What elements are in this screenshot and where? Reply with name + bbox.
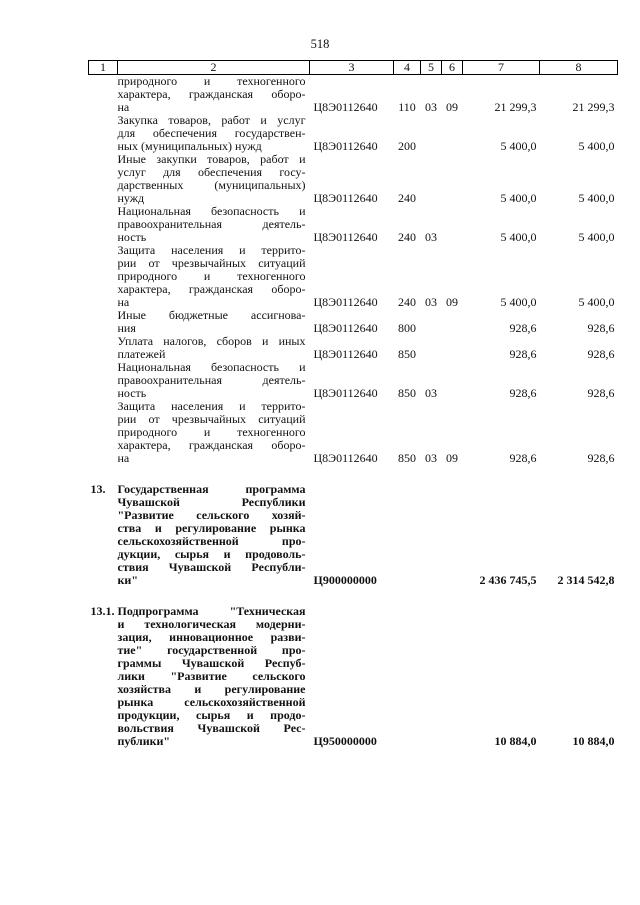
table-body xyxy=(89,75,618,749)
table-row xyxy=(89,153,618,205)
row-name-line: Уплата налогов, сборов и иных xyxy=(117,334,306,348)
row-spacer xyxy=(89,587,618,605)
header-col-2: 2 xyxy=(118,61,310,75)
row-section: 03 xyxy=(425,100,437,114)
row-name-line: тие" государственной про- xyxy=(117,643,306,657)
table-row xyxy=(89,605,618,748)
row-subsection xyxy=(442,114,463,153)
row-name-line: Защита населения и террито- xyxy=(117,243,306,257)
table-row xyxy=(89,75,618,115)
row-amount-col7: 928,6 xyxy=(509,347,537,361)
row-amount-col8: 928,6 xyxy=(587,451,615,465)
table-row xyxy=(89,114,618,153)
row-spacer-cell xyxy=(89,587,618,605)
row-target-code: Ц900000000 xyxy=(313,573,377,587)
row-number xyxy=(89,75,118,115)
row-name xyxy=(118,309,310,335)
row-name-line: на xyxy=(117,100,130,114)
row-subsection xyxy=(442,605,463,748)
row-name-line: сельскохозяйственной про- xyxy=(117,534,306,548)
row-amount-col7: 5 400,0 xyxy=(500,295,537,309)
row-amount-col8: 928,6 xyxy=(587,321,615,335)
row-name xyxy=(118,244,310,309)
table-header xyxy=(89,61,618,75)
row-name-line: публики" xyxy=(117,734,171,748)
row-amount-col8: 21 299,3 xyxy=(572,100,615,114)
row-amount-col8: 928,6 xyxy=(587,386,615,400)
row-name-line: зация, инновационное разви- xyxy=(117,630,306,644)
row-name-line: граммы Чувашской Респуб- xyxy=(117,656,306,670)
header-row xyxy=(89,61,618,75)
row-name-line: хозяйства и регулирование xyxy=(117,682,306,696)
row-number xyxy=(89,205,118,244)
row-number xyxy=(89,335,118,361)
row-expense-type: 240 xyxy=(398,191,416,205)
row-name-line: на xyxy=(117,451,130,465)
row-section xyxy=(421,605,442,748)
row-amount-col7: 10 884,0 xyxy=(494,734,537,748)
row-subsection xyxy=(442,361,463,400)
table-row xyxy=(89,205,618,244)
row-name-line: Закупка товаров, работ и услуг xyxy=(117,113,306,127)
row-amount-col7: 5 400,0 xyxy=(500,139,537,153)
row-section: 03 xyxy=(425,295,437,309)
row-amount-col7: 928,6 xyxy=(509,451,537,465)
row-section xyxy=(421,114,442,153)
row-spacer-cell xyxy=(89,465,618,483)
row-subsection: 09 xyxy=(446,100,458,114)
row-target-code: Ц8Э0112640 xyxy=(313,191,378,205)
row-section: 03 xyxy=(425,451,437,465)
row-name-line: Национальная безопасность и xyxy=(117,360,306,374)
row-target-code: Ц8Э0112640 xyxy=(313,321,378,335)
row-amount-col7: 5 400,0 xyxy=(500,191,537,205)
header-col-6: 6 xyxy=(442,61,463,75)
row-name-line: ства и регулирование рынка xyxy=(117,521,306,535)
row-name-line: характера, гражданская оборо- xyxy=(117,87,306,101)
row-name xyxy=(118,605,310,748)
header-col-7: 7 xyxy=(463,61,540,75)
table-row xyxy=(89,309,618,335)
row-subsection xyxy=(442,153,463,205)
row-target-code: Ц8Э0112640 xyxy=(313,139,378,153)
row-name-line: и технологическая модерни- xyxy=(117,617,306,631)
row-name xyxy=(118,400,310,465)
row-amount-col8: 2 314 542,8 xyxy=(557,573,615,587)
row-name-line: правоохранительная деятель- xyxy=(117,373,306,387)
row-amount-col7: 928,6 xyxy=(509,321,537,335)
row-name-line: нужд xyxy=(117,191,145,205)
row-number: 13.1. xyxy=(90,604,115,618)
row-number xyxy=(89,361,118,400)
row-name xyxy=(118,335,310,361)
row-name-line: ность xyxy=(117,386,147,400)
page-number: 518 xyxy=(310,37,330,51)
row-name-line: природного и техногенного xyxy=(117,74,306,88)
row-number xyxy=(89,153,118,205)
row-amount-col7: 5 400,0 xyxy=(500,230,537,244)
row-name-line: Национальная безопасность и xyxy=(117,204,306,218)
row-expense-type: 240 xyxy=(398,295,416,309)
row-name xyxy=(118,361,310,400)
row-name-line: на xyxy=(117,295,130,309)
row-section xyxy=(421,153,442,205)
row-section: 03 xyxy=(425,386,437,400)
table-row xyxy=(89,400,618,465)
row-name xyxy=(118,75,310,115)
row-section xyxy=(421,483,442,587)
row-name-line: лики "Развитие сельского xyxy=(117,669,306,683)
row-subsection: 09 xyxy=(446,451,458,465)
row-amount-col8: 5 400,0 xyxy=(578,230,615,244)
row-expense-type: 800 xyxy=(398,321,416,335)
row-amount-col8: 5 400,0 xyxy=(578,295,615,309)
row-expense-type: 110 xyxy=(398,100,416,114)
row-expense-type xyxy=(394,483,421,587)
row-expense-type: 200 xyxy=(398,139,416,153)
row-expense-type xyxy=(394,605,421,748)
row-spacer xyxy=(89,465,618,483)
row-name-line: ния xyxy=(117,321,136,335)
row-amount-col8: 5 400,0 xyxy=(578,191,615,205)
row-target-code: Ц8Э0112640 xyxy=(313,230,378,244)
row-amount-col8: 5 400,0 xyxy=(578,139,615,153)
row-expense-type: 240 xyxy=(398,230,416,244)
row-name-line: для обеспечения государствен- xyxy=(117,126,306,140)
row-subsection xyxy=(442,335,463,361)
row-name-line: вольствия Чувашской Рес- xyxy=(117,721,306,735)
row-name-line: Чувашской Республики xyxy=(117,495,306,509)
row-expense-type: 850 xyxy=(398,451,416,465)
row-name-line: Защита населения и террито- xyxy=(117,399,306,413)
row-name-line: рии от чрезвычайных ситуаций xyxy=(117,256,306,270)
table-row xyxy=(89,483,618,587)
row-amount-col7: 928,6 xyxy=(509,386,537,400)
row-name xyxy=(118,205,310,244)
row-name-line: дарственных (муниципальных) xyxy=(117,178,306,192)
row-expense-type: 850 xyxy=(398,347,416,361)
row-name-line: рынка сельскохозяйственной xyxy=(117,695,306,709)
row-name-line: характера, гражданская оборо- xyxy=(117,438,306,452)
row-target-code: Ц8Э0112640 xyxy=(313,451,378,465)
row-name xyxy=(118,114,310,153)
row-name-line: правоохранительная деятель- xyxy=(117,217,306,231)
row-number: 13. xyxy=(90,482,106,496)
row-subsection xyxy=(442,483,463,587)
row-subsection xyxy=(442,309,463,335)
header-col-5: 5 xyxy=(421,61,442,75)
row-amount-col7: 2 436 745,5 xyxy=(479,573,537,587)
row-expense-type: 850 xyxy=(398,386,416,400)
table-row xyxy=(89,244,618,309)
header-col-4: 4 xyxy=(394,61,421,75)
row-name-line: рии от чрезвычайных ситуаций xyxy=(117,412,306,426)
table-row xyxy=(89,335,618,361)
row-amount-col7: 21 299,3 xyxy=(494,100,537,114)
row-amount-col8: 928,6 xyxy=(587,347,615,361)
row-number xyxy=(89,114,118,153)
row-name-line: продукции, сырья и продо- xyxy=(117,708,306,722)
row-name-line: Иные закупки товаров, работ и xyxy=(117,152,306,166)
row-name-line: услуг для обеспечения госу- xyxy=(117,165,306,179)
row-name-line: природного и техногенного xyxy=(117,425,306,439)
row-subsection xyxy=(442,205,463,244)
row-name-line: Подпрограмма "Техническая xyxy=(117,604,306,618)
row-target-code: Ц8Э0112640 xyxy=(313,295,378,309)
row-number xyxy=(89,400,118,465)
row-name xyxy=(118,153,310,205)
row-section xyxy=(421,335,442,361)
row-amount-col8: 10 884,0 xyxy=(572,734,615,748)
row-name-line: ствия Чувашской Республи- xyxy=(117,560,306,574)
row-section xyxy=(421,309,442,335)
row-target-code: Ц950000000 xyxy=(313,734,377,748)
row-name xyxy=(118,483,310,587)
row-name-line: ных (муниципальных) нужд xyxy=(117,139,262,153)
row-name-line: платежей xyxy=(117,347,166,361)
row-target-code: Ц8Э0112640 xyxy=(313,386,378,400)
row-number xyxy=(89,244,118,309)
row-target-code: Ц8Э0112640 xyxy=(313,100,378,114)
header-col-3: 3 xyxy=(310,61,394,75)
row-number xyxy=(89,309,118,335)
header-col-8: 8 xyxy=(540,61,618,75)
table-row xyxy=(89,361,618,400)
row-section: 03 xyxy=(425,230,437,244)
budget-table xyxy=(88,60,618,748)
row-name-line: дукции, сырья и продоволь- xyxy=(117,547,306,561)
row-name-line: природного и техногенного xyxy=(117,269,306,283)
row-name-line: ность xyxy=(117,230,147,244)
row-target-code: Ц8Э0112640 xyxy=(313,347,378,361)
row-subsection: 09 xyxy=(446,295,458,309)
row-name-line: Иные бюджетные ассигнова- xyxy=(117,308,306,322)
header-col-1: 1 xyxy=(89,61,118,75)
row-name-line: характера, гражданская оборо- xyxy=(117,282,306,296)
row-name-line: ки" xyxy=(117,573,138,587)
row-name-line: "Развитие сельского хозяй- xyxy=(117,508,306,522)
row-name-line: Государственная программа xyxy=(117,482,306,496)
